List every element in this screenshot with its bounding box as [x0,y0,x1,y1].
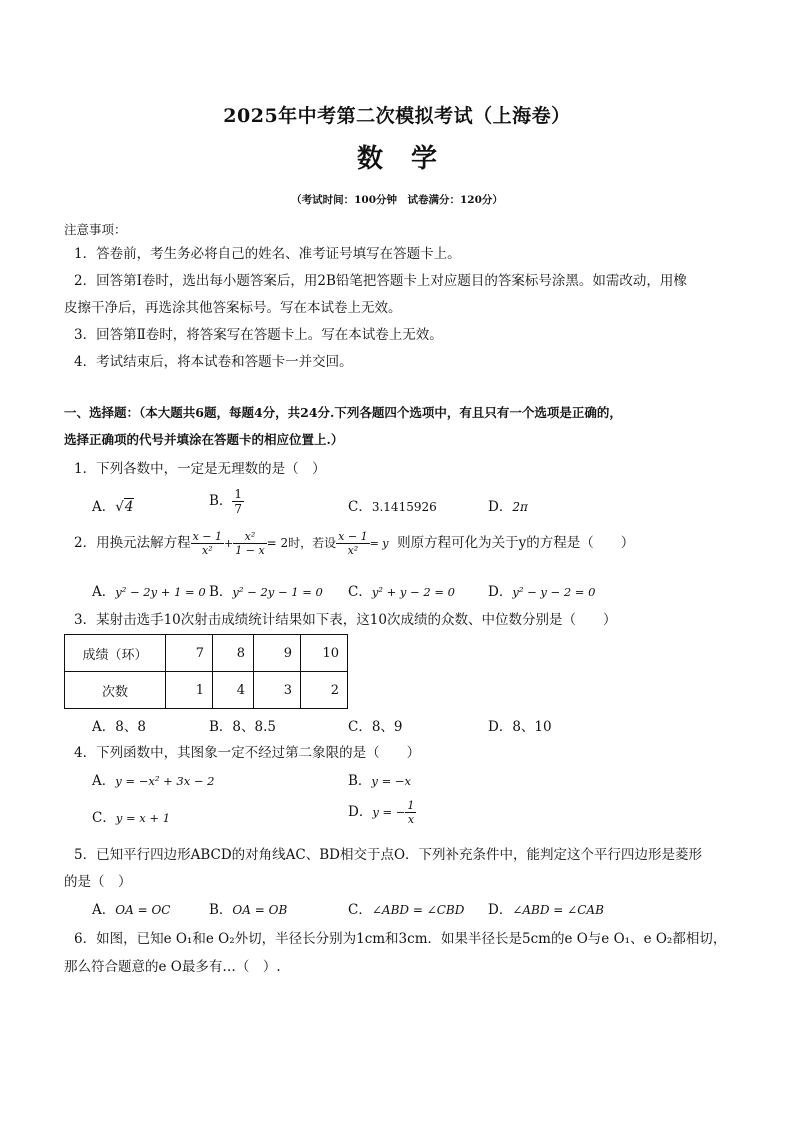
question-6-stem-cont: 那么符合题意的e O最多有…（ ）. [64,959,281,975]
option-label: A． [92,499,116,515]
radicand: 4 [124,499,134,515]
fraction: $\frac{x - 1}{\text{x²}}$ [192,530,223,557]
q3-option-a: A．8、8 [92,719,146,735]
table-cell: 9 [254,635,301,672]
q4-option-d: D．y = − $\frac{1}{x}$ [348,799,415,826]
table-row [65,672,348,709]
score-table [64,634,348,709]
q5-option-c: C．∠ABD = ∠CBD [348,902,465,918]
question-4-stem: 4．下列函数中，其图象一定不经过第二象限的是（ ） [74,745,421,761]
question-5-stem: 5．已知平行四边形ABCD的对角线AC、BD相交于点O．下列补充条件中，能判定这个平行四边形是菱形 [74,847,703,863]
q2-option-c: C．y² + y − 2 = 0 [348,584,455,600]
section-heading: 选择正确项的代号并填涂在答题卡的相应位置上.） [64,432,344,447]
q3-option-c: C．8、9 [348,719,403,735]
q5-option-d: D．∠ABD = ∠CAB [488,902,604,918]
q4-option-a: A．y = −x² + 3x − 2 [92,773,215,789]
exam-info: （考试时间：100分钟 试卷满分：120分） [291,194,503,206]
sqrt-symbol: √4 [115,499,134,515]
table-cell: 8 [213,635,254,672]
table-cell: 3 [254,672,301,709]
table-cell: 4 [213,672,254,709]
notes-heading: 注意事项： [64,222,127,237]
table-cell: 7 [166,635,213,672]
q2-option-a: A．y² − 2y + 1 = 0 [92,584,206,600]
option-label: B． [209,493,233,509]
subject-title: 数学 [356,144,465,174]
note-item: 2．回答第Ⅰ卷时，选出每小题答案后，用2B铅笔把答题卡上对应题目的答案标号涂黑。如需改动，用橡 [74,273,687,289]
q4-option-c: C．y = x + 1 [92,810,171,826]
fraction: $\frac{1}{7}$ [234,487,243,516]
fraction: $\frac{\text{x²}}{1 - x}$ [235,530,265,557]
exam-title: 2025年中考第二次模拟考试（上海卷） [223,105,571,127]
q3-option-b: B．8、8.5 [209,719,276,735]
section-heading: 一、选择题：（本大题共6题，每题4分，共24分.下列各题四个选项中，有且只有一个选项是正确的， [64,405,622,420]
note-item: 4．考试结束后，将本试卷和答题卡一并交回。 [74,354,353,370]
table-cell: 2 [301,672,348,709]
table-row [65,635,348,672]
fraction: $\frac{1}{x}$ [407,799,415,826]
question-1-stem: 1．下列各数中，一定是无理数的是（ ） [74,461,326,477]
q2-option-d: D．y² − y − 2 = 0 [488,584,596,600]
question-2-stem: 2．用换元法解方程 $\frac{x - 1}{\text{x²}}$ + $\frac{\text{x²}}{1 - x}$ = 2时，若设 $\frac{x - 1}{\text{x²}}$ = y 则原方程可化为关于y的方程是（ ） [74,530,635,557]
q4-option-b: B．y = −x [348,773,411,789]
table-row-header: 次数 [65,672,166,709]
question-3-stem: 3．某射击选手10次射击成绩统计结果如下表，这10次成绩的众数、中位数分别是（ ） [74,612,617,628]
table-row-header: 成绩（环） [65,635,166,672]
q1-option-d: D．2π [488,499,528,515]
q1-option-b [209,488,244,515]
q1-option-a [92,495,134,515]
note-item: 皮擦干净后，再选涂其他答案标号。写在本试卷上无效。 [64,300,402,316]
note-item: 1．答卷前，考生务必将自己的姓名、准考证号填写在答题卡上。 [74,246,461,262]
question-6-stem: 6．如图，已知e O₁和e O₂外切，半径长分别为1cm和3cm．如果半径长是5cm的e O与e O₁、e O₂都相切， [74,931,727,947]
q5-option-b: B．OA = OB [209,902,288,918]
q5-option-a: A．OA = OC [92,902,171,918]
table-cell: 1 [166,672,213,709]
q3-option-d: D．8、10 [488,719,552,735]
table-cell: 10 [301,635,348,672]
q2-option-b: B．y² − 2y − 1 = 0 [209,584,323,600]
note-item: 3．回答第Ⅱ卷时，将答案写在答题卡上。写在本试卷上无效。 [74,327,443,343]
fraction: $\frac{x - 1}{\text{x²}}$ [338,530,368,557]
question-5-stem-cont: 的是（ ） [64,874,132,890]
q1-option-c: C．3.1415926 [348,499,437,515]
